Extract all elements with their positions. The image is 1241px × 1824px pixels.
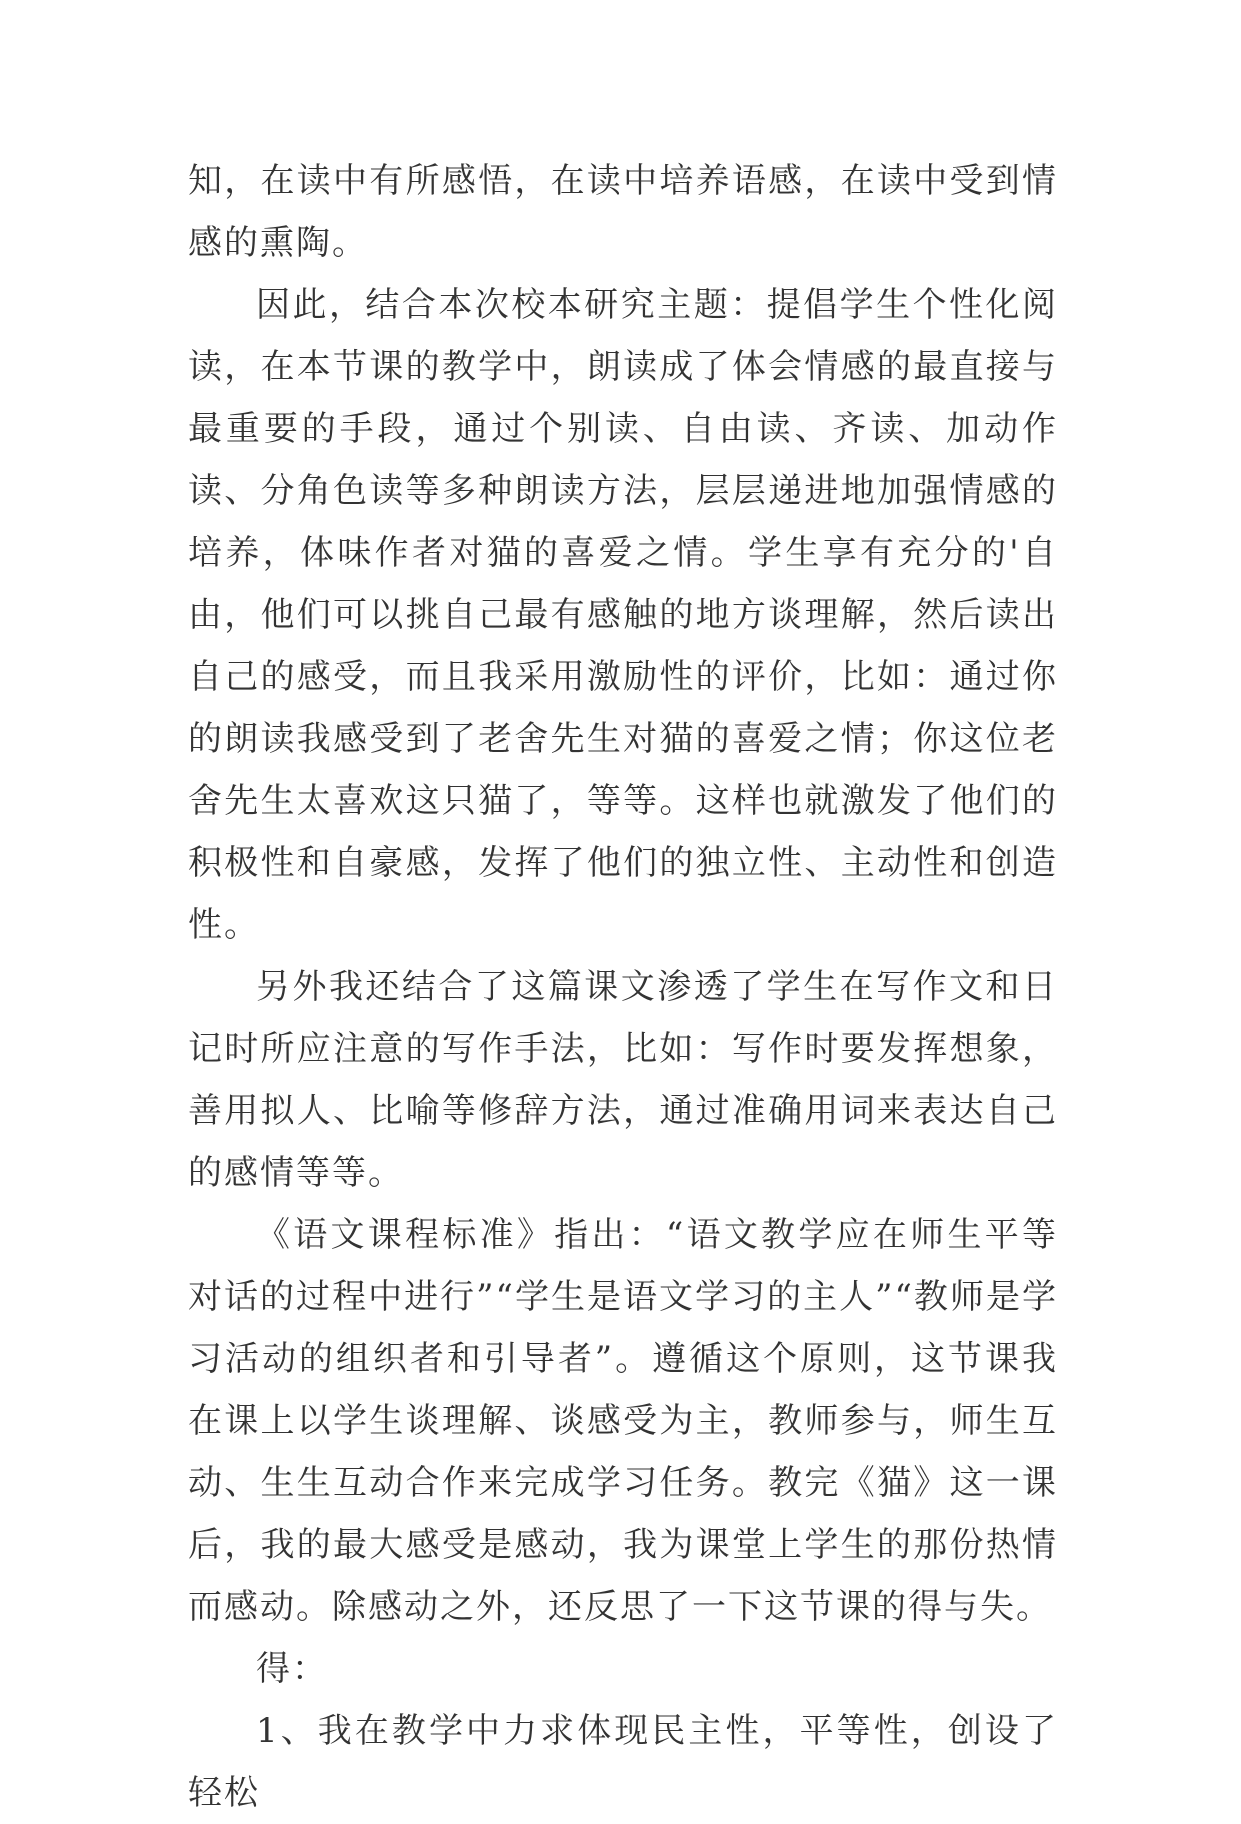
document-body <box>188 150 1058 1824</box>
paragraph: 1、我在教学中力求体现民主性，平等性，创设了轻松 <box>188 1711 1058 1813</box>
paragraph: 知，在读中有所感悟，在读中培养语感，在读中受到情感的熏陶。 <box>188 161 1058 263</box>
paragraph: 得： <box>256 1649 328 1689</box>
paragraph: 因此，结合本次校本研究主题：提倡学生个性化阅读，在本节课的教学中，朗读成了体会情感的最直接与最重要的手段，通过个别读、自由读、齐读、加动作读、分角色读等多种朗读方法，层层递进地加强情感的培养，体味作者对猫的喜爱之情。学生享有充分的'自由，他们可以挑自己最有感触的地方谈理解，然后读出自己的感受，而且我采用激励性的评价，比如：通过你的朗读我感受到了老舍先生对猫的喜爱之情；你这位老舍先生太喜欢这只猫了，等等。这样也就激发了他们的积极性和自豪感，发挥了他们的独立性、主动性和创造性。 <box>188 285 1058 945</box>
paragraph: 《语文课程标准》指出：“语文教学应在师生平等对话的过程中进行”“学生是语文学习的主人”“教师是学习活动的组织者和引导者”。遵循这个原则，这节课我在课上以学生谈理解、谈感受为主，教师参与，师生互动、生生互动合作来完成学习任务。教完《猫》这一课后，我的最大感受是感动，我为课堂上学生的那份热情而感动。除感动之外，还反思了一下这节课的得与失。 <box>188 1215 1058 1627</box>
paragraph: 另外我还结合了这篇课文渗透了学生在写作文和日记时所应注意的写作手法，比如：写作时要发挥想象，善用拟人、比喻等修辞方法，通过准确用词来表达自己的感情等等。 <box>188 967 1058 1193</box>
